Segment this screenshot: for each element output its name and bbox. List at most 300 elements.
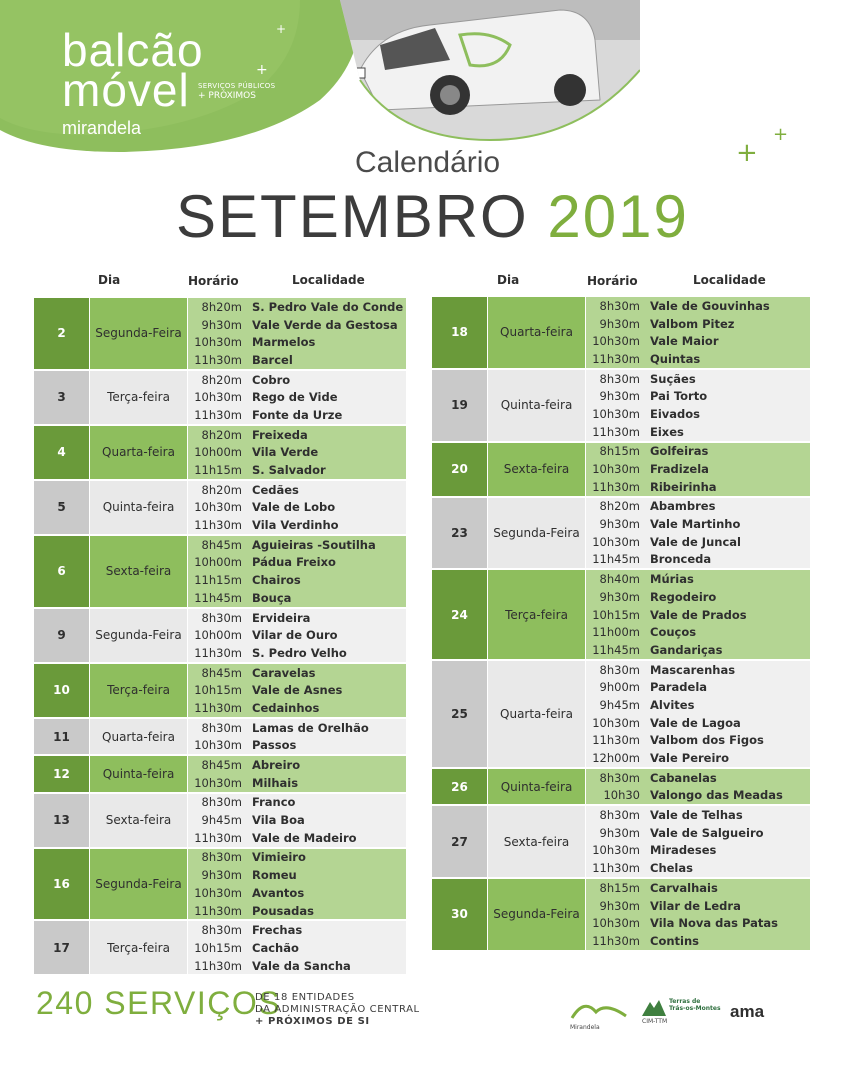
stop-row xyxy=(188,333,406,351)
decor-plus-icon: + xyxy=(773,124,789,145)
stop-row xyxy=(188,298,406,316)
stop-time: 9h30m xyxy=(201,868,242,883)
stops-list xyxy=(187,921,406,974)
stop-place: Romeu xyxy=(252,868,297,883)
stop-place: Lamas de Orelhão xyxy=(252,720,369,735)
day-group xyxy=(432,879,810,952)
stop-place: Vale de Madeiro xyxy=(252,830,357,845)
day-number: 16 xyxy=(34,849,89,920)
day-number: 6 xyxy=(34,536,89,607)
stops-list xyxy=(585,570,810,658)
stop-place: Chelas xyxy=(650,861,693,876)
stop-time: 11h30m xyxy=(194,958,242,973)
stop-time: 11h45m xyxy=(592,552,640,567)
day-number: 20 xyxy=(432,443,487,496)
stop-time: 8h30m xyxy=(599,371,640,386)
title-month: SETEMBRO xyxy=(176,183,529,250)
stop-row xyxy=(586,749,810,767)
stop-time: 10h30m xyxy=(592,916,640,931)
stop-place: Cachão xyxy=(252,940,299,955)
stop-time: 8h30m xyxy=(599,298,640,313)
stop-row xyxy=(188,664,406,682)
cim-ttm-line1: Terras de xyxy=(669,998,701,1005)
stop-place: Pai Torto xyxy=(650,389,708,404)
stop-place: Cedainhos xyxy=(252,700,320,715)
stop-row xyxy=(586,932,810,950)
stop-place: Vale de Asnes xyxy=(252,683,343,698)
stop-place: Bronceda xyxy=(650,552,712,567)
stop-place: Paradela xyxy=(650,680,708,695)
stop-place: Vale de Prados xyxy=(650,607,747,622)
footer-line2: DA ADMINISTRAÇÃO CENTRAL xyxy=(255,1004,420,1015)
day-group xyxy=(34,426,406,481)
stop-row xyxy=(586,443,810,461)
stops-list xyxy=(585,661,810,767)
weekday: Sexta-feira xyxy=(487,806,585,877)
stop-row xyxy=(188,794,406,812)
stop-time: 10h00m xyxy=(194,628,242,643)
stop-row xyxy=(586,332,810,350)
stop-place: S. Pedro Velho xyxy=(252,645,347,660)
stop-row xyxy=(586,914,810,932)
stop-time: 8h30m xyxy=(201,923,242,938)
stop-time: 10h30m xyxy=(592,462,640,477)
stop-row xyxy=(586,387,810,405)
stops-list xyxy=(585,769,810,804)
weekday: Quinta-feira xyxy=(487,769,585,804)
header-day: Dia xyxy=(98,273,121,287)
stop-time: 8h20m xyxy=(201,427,242,442)
day-number: 13 xyxy=(34,794,89,847)
stop-time: 9h45m xyxy=(599,697,640,712)
stop-place: Barcel xyxy=(252,352,293,367)
brand-line2: móvel xyxy=(62,64,190,116)
stop-time: 10h30m xyxy=(194,335,242,350)
stop-time: 10h30m xyxy=(592,334,640,349)
stop-place: Valbom Pitez xyxy=(650,316,735,331)
day-group xyxy=(432,806,810,879)
stop-row xyxy=(188,371,406,389)
stop-place: Vila Nova das Patas xyxy=(650,916,778,931)
stop-time: 8h30m xyxy=(599,808,640,823)
day-group xyxy=(34,298,406,371)
stop-place: Vale Verde da Gestosa xyxy=(252,317,398,332)
stop-row xyxy=(188,351,406,369)
weekday: Quarta-feira xyxy=(89,719,187,754)
stop-time: 8h45m xyxy=(201,665,242,680)
stop-time: 10h00m xyxy=(194,555,242,570)
stop-place: Cedães xyxy=(252,482,299,497)
stop-place: Abreiro xyxy=(252,758,301,773)
stop-time: 9h00m xyxy=(599,680,640,695)
stop-place: Vale da Sancha xyxy=(252,958,351,973)
stops-list xyxy=(187,298,406,369)
weekday: Quarta-feira xyxy=(487,297,585,368)
stop-place: Gandariças xyxy=(650,642,723,657)
calendar-label: Calendário xyxy=(355,146,501,179)
schedule-table-right xyxy=(432,297,810,952)
stop-row xyxy=(188,589,406,607)
day-group xyxy=(34,481,406,536)
day-number: 24 xyxy=(432,570,487,658)
stop-place: Ribeirinha xyxy=(650,479,717,494)
stop-time: 9h30m xyxy=(599,898,640,913)
stop-row xyxy=(586,570,810,588)
stop-row xyxy=(586,370,810,388)
mirandela-logo-text: Mirandela xyxy=(570,1024,600,1031)
header-day: Dia xyxy=(497,273,520,287)
weekday: Segunda-Feira xyxy=(487,498,585,569)
stop-time: 11h30m xyxy=(592,479,640,494)
stop-time: 10h30m xyxy=(194,738,242,753)
stops-list xyxy=(187,756,406,791)
stop-place: Golfeiras xyxy=(650,444,709,459)
stop-place: Vilar de Ouro xyxy=(252,628,338,643)
stop-place: Ervideira xyxy=(252,610,311,625)
mirandela-logo xyxy=(570,998,628,1031)
stop-place: Vila Verde xyxy=(252,445,319,460)
stop-row xyxy=(586,350,810,368)
stop-time: 11h15m xyxy=(194,573,242,588)
stops-list xyxy=(585,297,810,368)
stop-place: Vila Verdinho xyxy=(252,518,339,533)
weekday: Terça-feira xyxy=(487,570,585,658)
stop-time: 8h30m xyxy=(201,610,242,625)
stop-place: Eivados xyxy=(650,406,701,421)
stop-place: Eixes xyxy=(650,424,684,439)
cim-ttm-logo xyxy=(642,998,721,1025)
stop-row xyxy=(188,699,406,717)
day-group xyxy=(432,370,810,443)
weekday: Quarta-feira xyxy=(487,661,585,767)
stops-list xyxy=(585,879,810,950)
stops-list xyxy=(585,370,810,441)
stop-row xyxy=(188,774,406,792)
stops-list xyxy=(187,426,406,479)
stop-time: 8h30m xyxy=(201,850,242,865)
stop-time: 8h30m xyxy=(201,795,242,810)
stop-time: 8h45m xyxy=(201,537,242,552)
stop-row xyxy=(586,623,810,641)
stop-row xyxy=(586,661,810,679)
stop-row xyxy=(586,533,810,551)
day-group xyxy=(34,371,406,426)
stop-row xyxy=(188,499,406,517)
stop-row xyxy=(586,405,810,423)
stops-list xyxy=(187,849,406,920)
stop-row xyxy=(586,806,810,824)
stop-place: Vale Pereiro xyxy=(650,751,729,766)
day-group xyxy=(34,794,406,849)
stop-time: 9h30m xyxy=(599,517,640,532)
stop-row xyxy=(188,571,406,589)
day-number: 12 xyxy=(34,756,89,791)
stop-time: 11h15m xyxy=(194,463,242,478)
cim-ttm-code: CIM-TTM xyxy=(642,1018,668,1025)
stop-place: Caravelas xyxy=(252,665,316,680)
stop-time: 9h30m xyxy=(201,317,242,332)
day-group xyxy=(34,849,406,922)
stop-time: 11h30m xyxy=(194,352,242,367)
stop-row xyxy=(188,481,406,499)
stop-row xyxy=(188,939,406,957)
stop-place: Marmelos xyxy=(252,335,316,350)
stop-place: Vale de Salgueiro xyxy=(650,825,764,840)
page-title xyxy=(176,182,689,251)
stop-place: Vale de Juncal xyxy=(650,534,741,549)
stop-place: Vale de Lobo xyxy=(252,500,336,515)
stop-time: 11h45m xyxy=(592,642,640,657)
stop-row xyxy=(188,829,406,847)
stop-time: 8h40m xyxy=(599,572,640,587)
stop-time: 8h20m xyxy=(201,482,242,497)
stop-row xyxy=(586,588,810,606)
stops-list xyxy=(187,794,406,847)
stop-row xyxy=(586,714,810,732)
stop-place: Múrias xyxy=(650,572,694,587)
weekday: Quinta-feira xyxy=(487,370,585,441)
stop-row xyxy=(586,498,810,516)
day-group xyxy=(34,536,406,609)
stop-row xyxy=(586,297,810,315)
stop-place: Frechas xyxy=(252,923,303,938)
stop-time: 8h30m xyxy=(599,770,640,785)
stop-place: Milhais xyxy=(252,775,299,790)
stop-row xyxy=(586,606,810,624)
stop-time: 10h00m xyxy=(194,445,242,460)
mountains-icon xyxy=(642,998,666,1016)
stop-row xyxy=(188,626,406,644)
stop-place: Vale de Lagoa xyxy=(650,715,741,730)
van-photo xyxy=(340,0,640,150)
day-number: 2 xyxy=(34,298,89,369)
stop-row xyxy=(188,719,406,737)
stop-time: 8h15m xyxy=(599,880,640,895)
header-time: Horário xyxy=(188,274,239,288)
stop-time: 10h30m xyxy=(592,534,640,549)
brand-line3: mirandela xyxy=(62,118,142,138)
stop-place: Rego de Vide xyxy=(252,390,338,405)
day-group xyxy=(432,570,810,660)
stop-place: Valbom dos Figos xyxy=(650,733,764,748)
stop-row xyxy=(188,426,406,444)
stop-row xyxy=(188,516,406,534)
stop-time: 11h45m xyxy=(194,590,242,605)
day-group xyxy=(432,661,810,769)
stops-list xyxy=(187,609,406,662)
day-number: 10 xyxy=(34,664,89,717)
decor-plus-icon: + xyxy=(736,138,758,168)
stop-place: Pádua Freixo xyxy=(252,555,336,570)
stop-row xyxy=(586,824,810,842)
stop-time: 10h30m xyxy=(194,775,242,790)
mirandela-logo-icon xyxy=(570,998,628,1020)
stop-place: Bouça xyxy=(252,590,292,605)
day-number: 27 xyxy=(432,806,487,877)
stop-row xyxy=(188,554,406,572)
stops-list xyxy=(585,443,810,496)
day-group xyxy=(34,756,406,793)
stop-row xyxy=(188,811,406,829)
stop-place: S. Pedro Vale do Conde xyxy=(252,299,404,314)
stop-time: 11h30m xyxy=(194,645,242,660)
stop-place: Couços xyxy=(650,625,697,640)
stops-list xyxy=(187,481,406,534)
stop-row xyxy=(586,769,810,787)
stop-row xyxy=(188,461,406,479)
day-group xyxy=(34,664,406,719)
stop-place: Valongo das Meadas xyxy=(650,788,783,803)
stop-time: 11h30m xyxy=(592,861,640,876)
stop-place: Vale Martinho xyxy=(650,517,741,532)
weekday: Segunda-Feira xyxy=(487,879,585,950)
weekday: Segunda-Feira xyxy=(89,849,187,920)
stop-time: 11h30m xyxy=(194,830,242,845)
day-number: 4 xyxy=(34,426,89,479)
stop-place: Mascarenhas xyxy=(650,662,736,677)
ama-logo-text: ama xyxy=(730,1002,765,1021)
stop-row xyxy=(188,388,406,406)
stop-time: 10h30 xyxy=(603,788,640,803)
stop-time: 11h30m xyxy=(592,933,640,948)
stops-list xyxy=(585,498,810,569)
stop-time: 12h00m xyxy=(592,751,640,766)
stop-time: 10h30m xyxy=(592,843,640,858)
weekday: Segunda-Feira xyxy=(89,298,187,369)
stop-row xyxy=(188,884,406,902)
stop-time: 8h30m xyxy=(599,662,640,677)
brand-tag1: SERVIÇOS PÚBLICOS xyxy=(198,82,276,90)
stop-row xyxy=(188,756,406,774)
stop-time: 11h30m xyxy=(194,518,242,533)
stop-place: Vale Maior xyxy=(650,334,719,349)
stops-list xyxy=(187,664,406,717)
weekday: Sexta-feira xyxy=(89,794,187,847)
day-group xyxy=(34,921,406,976)
stop-time: 10h30m xyxy=(194,390,242,405)
stop-row xyxy=(188,444,406,462)
stop-time: 8h15m xyxy=(599,444,640,459)
stop-row xyxy=(188,902,406,920)
stop-place: Avantos xyxy=(252,885,305,900)
weekday: Sexta-feira xyxy=(487,443,585,496)
stop-time: 11h30m xyxy=(592,351,640,366)
day-group xyxy=(34,609,406,664)
stop-time: 11h30m xyxy=(592,424,640,439)
stop-time: 8h20m xyxy=(201,372,242,387)
stop-place: Passos xyxy=(252,738,297,753)
day-number: 30 xyxy=(432,879,487,950)
stop-place: S. Salvador xyxy=(252,463,326,478)
stop-place: Abambres xyxy=(650,499,716,514)
day-number: 9 xyxy=(34,609,89,662)
header-time: Horário xyxy=(587,274,638,288)
stop-row xyxy=(586,460,810,478)
stop-place: Contins xyxy=(650,933,699,948)
stop-row xyxy=(586,478,810,496)
stop-time: 10h30m xyxy=(194,500,242,515)
weekday: Segunda-Feira xyxy=(89,609,187,662)
stop-place: Cobro xyxy=(252,372,291,387)
stop-time: 10h15m xyxy=(194,683,242,698)
ama-logo xyxy=(730,1002,764,1022)
stop-time: 9h45m xyxy=(201,813,242,828)
stop-row xyxy=(188,957,406,975)
stop-row xyxy=(188,866,406,884)
schedule-table-left xyxy=(34,298,406,976)
stop-row xyxy=(586,551,810,569)
stop-time: 10h30m xyxy=(592,715,640,730)
stop-row xyxy=(586,696,810,714)
stop-time: 8h45m xyxy=(201,758,242,773)
day-group xyxy=(432,769,810,806)
stop-place: Franco xyxy=(252,795,296,810)
stops-list xyxy=(187,536,406,607)
stop-row xyxy=(586,879,810,897)
stop-place: Freixeda xyxy=(252,427,308,442)
stop-place: Quintas xyxy=(650,351,701,366)
stop-place: Fonte da Urze xyxy=(252,407,343,422)
stop-row xyxy=(586,732,810,750)
day-number: 18 xyxy=(432,297,487,368)
weekday: Quinta-feira xyxy=(89,481,187,534)
stop-place: Vilar de Ledra xyxy=(650,898,741,913)
day-number: 3 xyxy=(34,371,89,424)
stops-list xyxy=(585,806,810,877)
footer-services: 240 SERVIÇOS xyxy=(36,985,282,1021)
stop-place: Aguieiras -Soutilha xyxy=(252,537,376,552)
stop-place: Vila Boa xyxy=(252,813,305,828)
brand-tagline xyxy=(198,82,278,102)
stop-row xyxy=(188,681,406,699)
stop-time: 10h15m xyxy=(592,607,640,622)
day-number: 26 xyxy=(432,769,487,804)
header-place: Localidade xyxy=(693,273,766,287)
stop-time: 8h30m xyxy=(201,720,242,735)
stop-row xyxy=(586,315,810,333)
brand-logo xyxy=(62,24,276,139)
decor-plus-icon: + xyxy=(256,62,268,78)
header-place: Localidade xyxy=(292,273,365,287)
stop-place: Cabanelas xyxy=(650,770,717,785)
day-number: 19 xyxy=(432,370,487,441)
day-number: 25 xyxy=(432,661,487,767)
stop-row xyxy=(586,787,810,805)
day-number: 5 xyxy=(34,481,89,534)
cim-ttm-line2: Trás-os-Montes xyxy=(669,1005,721,1012)
stop-row xyxy=(586,859,810,877)
title-year: 2019 xyxy=(547,183,689,250)
stop-time: 11h00m xyxy=(592,625,640,640)
day-number: 23 xyxy=(432,498,487,569)
day-number: 11 xyxy=(34,719,89,754)
weekday: Terça-feira xyxy=(89,921,187,974)
stop-row xyxy=(188,406,406,424)
decor-plus-icon: + xyxy=(276,22,287,36)
stop-row xyxy=(586,423,810,441)
stop-place: Vale de Telhas xyxy=(650,808,743,823)
stop-place: Pousadas xyxy=(252,903,314,918)
weekday: Sexta-feira xyxy=(89,536,187,607)
stop-row xyxy=(586,641,810,659)
brand-line1: balcão xyxy=(62,24,204,76)
stop-row xyxy=(188,316,406,334)
brand-tag2: + PRÓXIMOS xyxy=(198,91,256,101)
stop-row xyxy=(188,609,406,627)
stop-time: 11h30m xyxy=(194,903,242,918)
stop-place: Chairos xyxy=(252,573,301,588)
stops-list xyxy=(187,371,406,424)
